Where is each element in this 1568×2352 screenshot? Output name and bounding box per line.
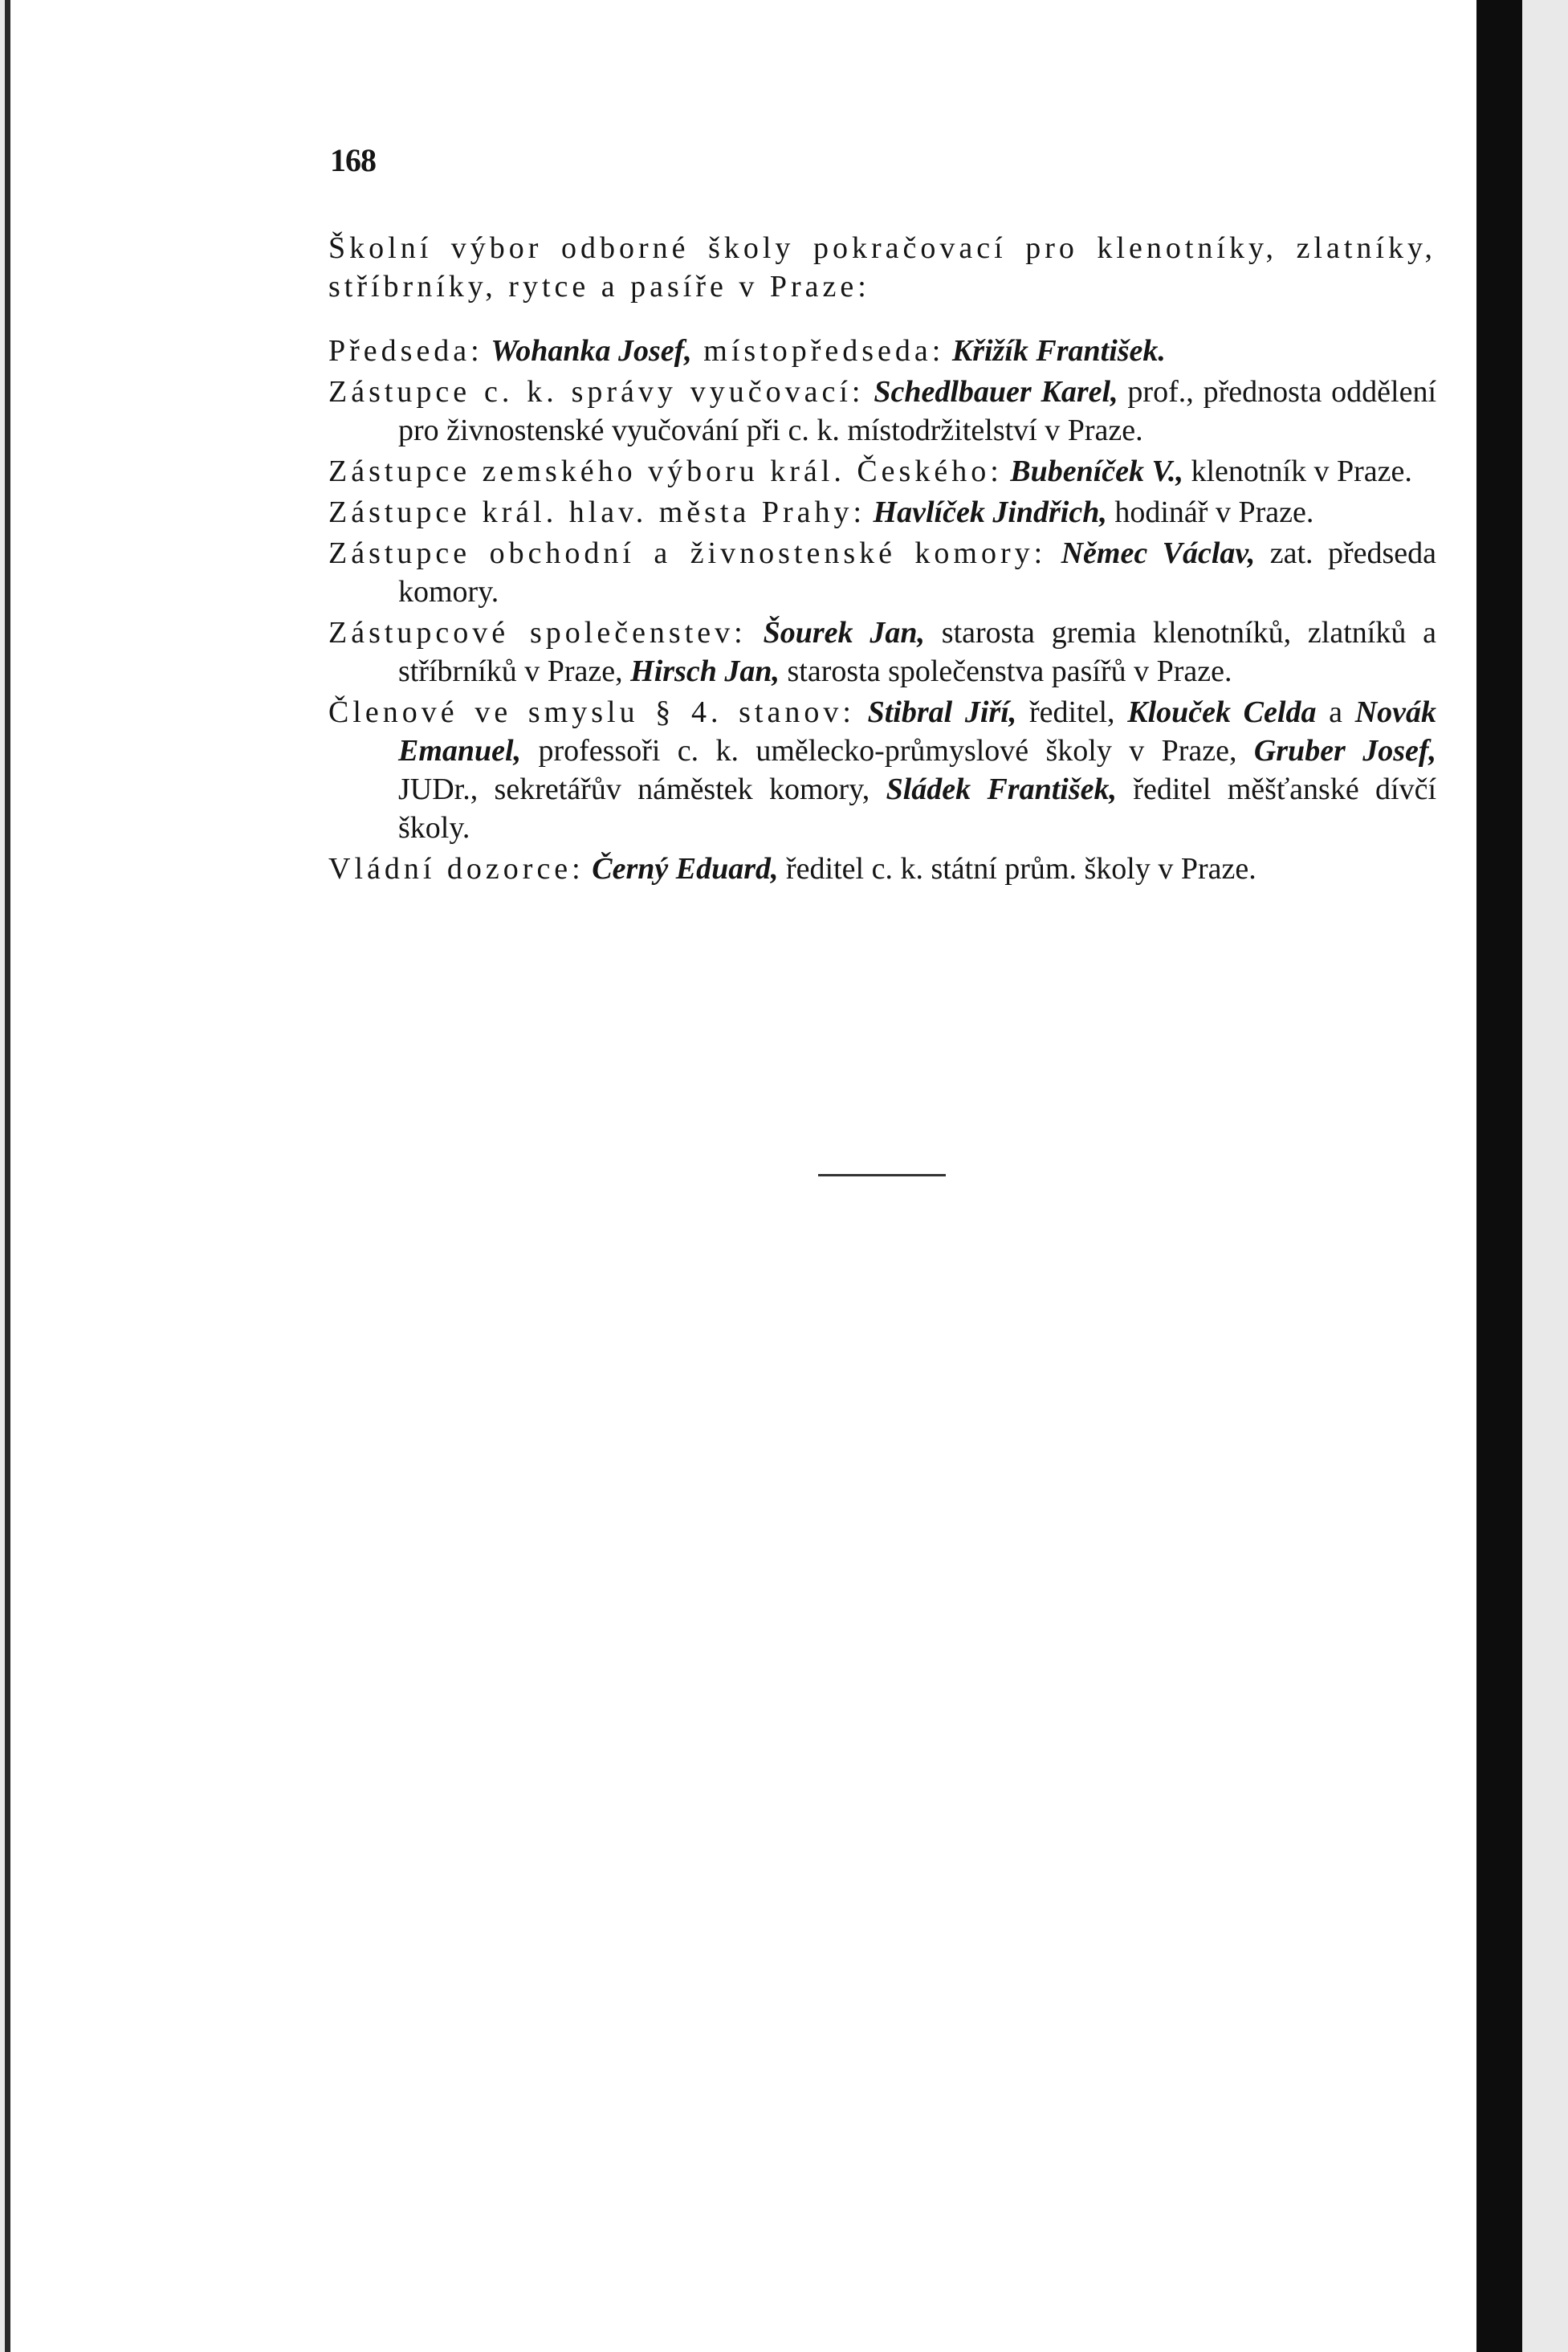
scanned-page — [5, 0, 1522, 2352]
page-content — [328, 229, 1436, 891]
person-name: Bubeníček V., — [1010, 455, 1183, 488]
entry-text: prof., přednosta oddělení pro živnostenské vyučování při c. k. místodržitelství v Praze. — [398, 375, 1437, 447]
page-left-edge — [5, 0, 10, 2352]
entry-text: starosta gremia klenotníků, zlatníků a stříbrníků v Praze, — [398, 616, 1437, 688]
person-name: Křižík František. — [951, 334, 1166, 368]
entry-text: ředitel měšťanské dívčí školy. — [398, 772, 1437, 845]
entry-label: místopředseda: — [691, 334, 945, 368]
person-name: Šourek Jan, — [763, 616, 925, 650]
entry-label: Členové ve smyslu § 4. stanov: — [328, 695, 855, 729]
entry-text: JUDr., sekretářův náměstek komory, — [398, 772, 870, 806]
person-name: Stibral Jiří, — [867, 695, 1017, 729]
entry-label: Zástupce obchodní a živnostenské komory: — [328, 536, 1047, 570]
entry-zastupcove-spolecenstev — [328, 613, 1436, 691]
entry-text: starosta společenstva pasířů v Praze. — [779, 654, 1232, 688]
entry-zastupce-komory — [328, 534, 1436, 611]
entry-label: Zástupce zemského výboru král. Českého: — [328, 455, 1003, 488]
entry-text: a — [1316, 695, 1343, 729]
entry-text: ředitel c. k. státní prům. školy v Praze. — [778, 852, 1256, 886]
page-number: 168 — [330, 142, 376, 178]
person-name: Schedlbauer Karel, — [874, 375, 1118, 409]
entry-text: zat. předseda komory. — [398, 536, 1437, 609]
section-divider-rule — [818, 1174, 946, 1176]
person-name: Novák Emanuel, — [398, 695, 1437, 768]
person-name: Klouček Celda — [1127, 695, 1317, 729]
entry-text: klenotník v Praze. — [1183, 455, 1412, 488]
entry-label: Vládní dozorce: — [328, 852, 584, 886]
entry-text: hodinář v Praze. — [1106, 495, 1314, 529]
entry-zastupce-spravy — [328, 373, 1436, 450]
entry-clenove — [328, 693, 1436, 847]
entry-text: professoři c. k. umělecko-průmyslové školy v Praze, — [521, 734, 1237, 768]
person-name: Gruber Josef, — [1253, 734, 1437, 768]
section-heading: Školní výbor odborné školy pokračovací pro klenotníky, zlatníky, stříbrníky, rytce a pasíře v Praze: — [328, 231, 1436, 304]
entry-zastupce-zemskeho — [328, 452, 1436, 491]
entry-label: Zástupce král. hlav. města Prahy: — [328, 495, 866, 529]
person-name: Wohanka Josef, — [491, 334, 692, 368]
scan-right-edge — [1476, 0, 1522, 2352]
person-name: Němec Václav, — [1061, 536, 1256, 570]
person-name: Hirsch Jan, — [630, 654, 780, 688]
entry-text: ředitel, — [1016, 695, 1115, 729]
entry-label: Zástupce c. k. správy vyučovací: — [328, 375, 865, 409]
entry-dozorce — [328, 850, 1436, 888]
entry-label: Zástupcové společenstev: — [328, 616, 747, 650]
person-name: Havlíček Jindřich, — [873, 495, 1107, 529]
person-name: Sládek František, — [886, 772, 1118, 806]
person-name: Černý Eduard, — [592, 852, 779, 886]
entry-zastupce-mesta — [328, 493, 1436, 532]
entry-label: Předseda: — [328, 334, 483, 368]
entry-predseda — [328, 332, 1436, 370]
